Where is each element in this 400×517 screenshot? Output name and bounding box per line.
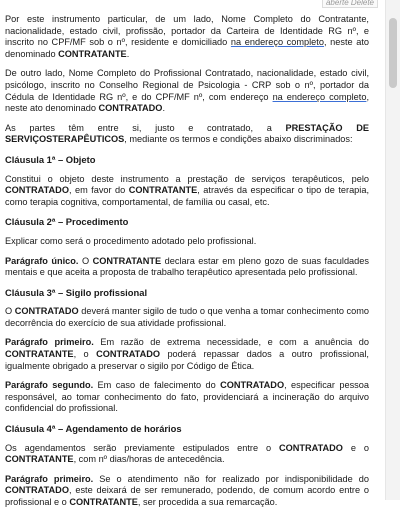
document-body <box>5 14 369 517</box>
paragraph-agendamento-primeiro: Parágrafo primeiro. Se o atendimento não for realizado por indisponibilidade do CONTRATADO, este deixará de ser remunerado, podendo, de comum acordo entre o profissional e o CONTRATANTE, ser procedida a sua remarcação. <box>5 473 369 507</box>
clause-1-heading: Cláusula 1ª – Objeto <box>5 153 96 165</box>
paragraph-contratado: De outro lado, Nome Completo do Profissional Contratado, nacionalidade, estado civil, psicólogo, inscrito no Conselho Regional de Psicologia - CRP sob o nº, portador da Cédula de Identidade RG nº, e do CPF/MF nº, com endereço na endereço completo, neste ato denominado CONTRATADO. <box>5 68 369 114</box>
clause-4-heading: Cláusula 4ª – Agendamento de horários <box>5 423 182 435</box>
paragraph-sigilo-segundo: Parágrafo segundo. Em caso de falecimento do CONTRATADO, especificar pessoa responsável, ao tomar conhecimento do fato, providenciará a incineração do arquivo confidencial do profissional. <box>5 380 369 414</box>
top-toolbar <box>0 0 400 8</box>
address-link[interactable]: na endereço completo <box>272 91 367 102</box>
paragraph-objeto: Constitui o objeto deste instrumento a prestação de serviços terapêuticos, pelo CONTRATADO, em favor do CONTRATANTE, através da especificar o tipo de terapia, como terapia cognitiva, comportamental, de família ou casal, etc. <box>5 173 369 207</box>
scrollbar-thumb[interactable] <box>389 18 397 88</box>
paragraph-procedimento: Explicar como será o procedimento adotado pelo profissional. <box>5 235 257 246</box>
address-link[interactable]: na endereço completo <box>230 37 324 48</box>
paragraph-contratante: Por este instrumento particular, de um lado, Nome Completo do Contratante, nacionalidade, estado civil, profissão, portador da Carteira de Identidade RG nº, e inscrito no CPF/MF sob o nº, residente e domiciliado na endereço completo, neste ato denominado CONTRATANTE. <box>5 14 370 59</box>
clause-3-heading: Cláusula 3ª – Sigilo profissional <box>5 286 148 298</box>
vertical-scrollbar[interactable] <box>385 0 400 500</box>
paragraph-partes: As partes têm entre si, justo e contratado, a PRESTAÇÃO DE SERVIÇOSTERAPÊUTICOS, mediante os termos e condições abaixo discriminados: <box>5 122 369 145</box>
paragraph-unico: Parágrafo único. O CONTRATANTE declara estar em pleno gozo de suas faculdades mentais e que aceita a proposta de trabalho terapêutico apresentada pelo profissional. <box>5 255 369 278</box>
paragraph-sigilo-primeiro: Parágrafo primeiro. Em razão de extrema necessidade, e com a anuência do CONTRATANTE, o CONTRATADO poderá repassar dados a outro profissional, igualmente obrigado a preservar o sigilo por Código de Ética. <box>5 337 369 371</box>
paragraph-agendamento: Os agendamentos serão previamente estipulados entre o CONTRATADO e o CONTRATANTE, com nº dias/horas de antecedência. <box>5 442 369 465</box>
toolbar-hint[interactable]: aberte Delete <box>322 0 378 8</box>
clause-2-heading: Cláusula 2ª – Procedimento <box>5 216 129 228</box>
paragraph-sigilo: O CONTRATADO deverá manter sigilo de tudo o que venha a tomar conhecimento como decorrência do exercício de sua atividade profissional. <box>5 306 369 328</box>
